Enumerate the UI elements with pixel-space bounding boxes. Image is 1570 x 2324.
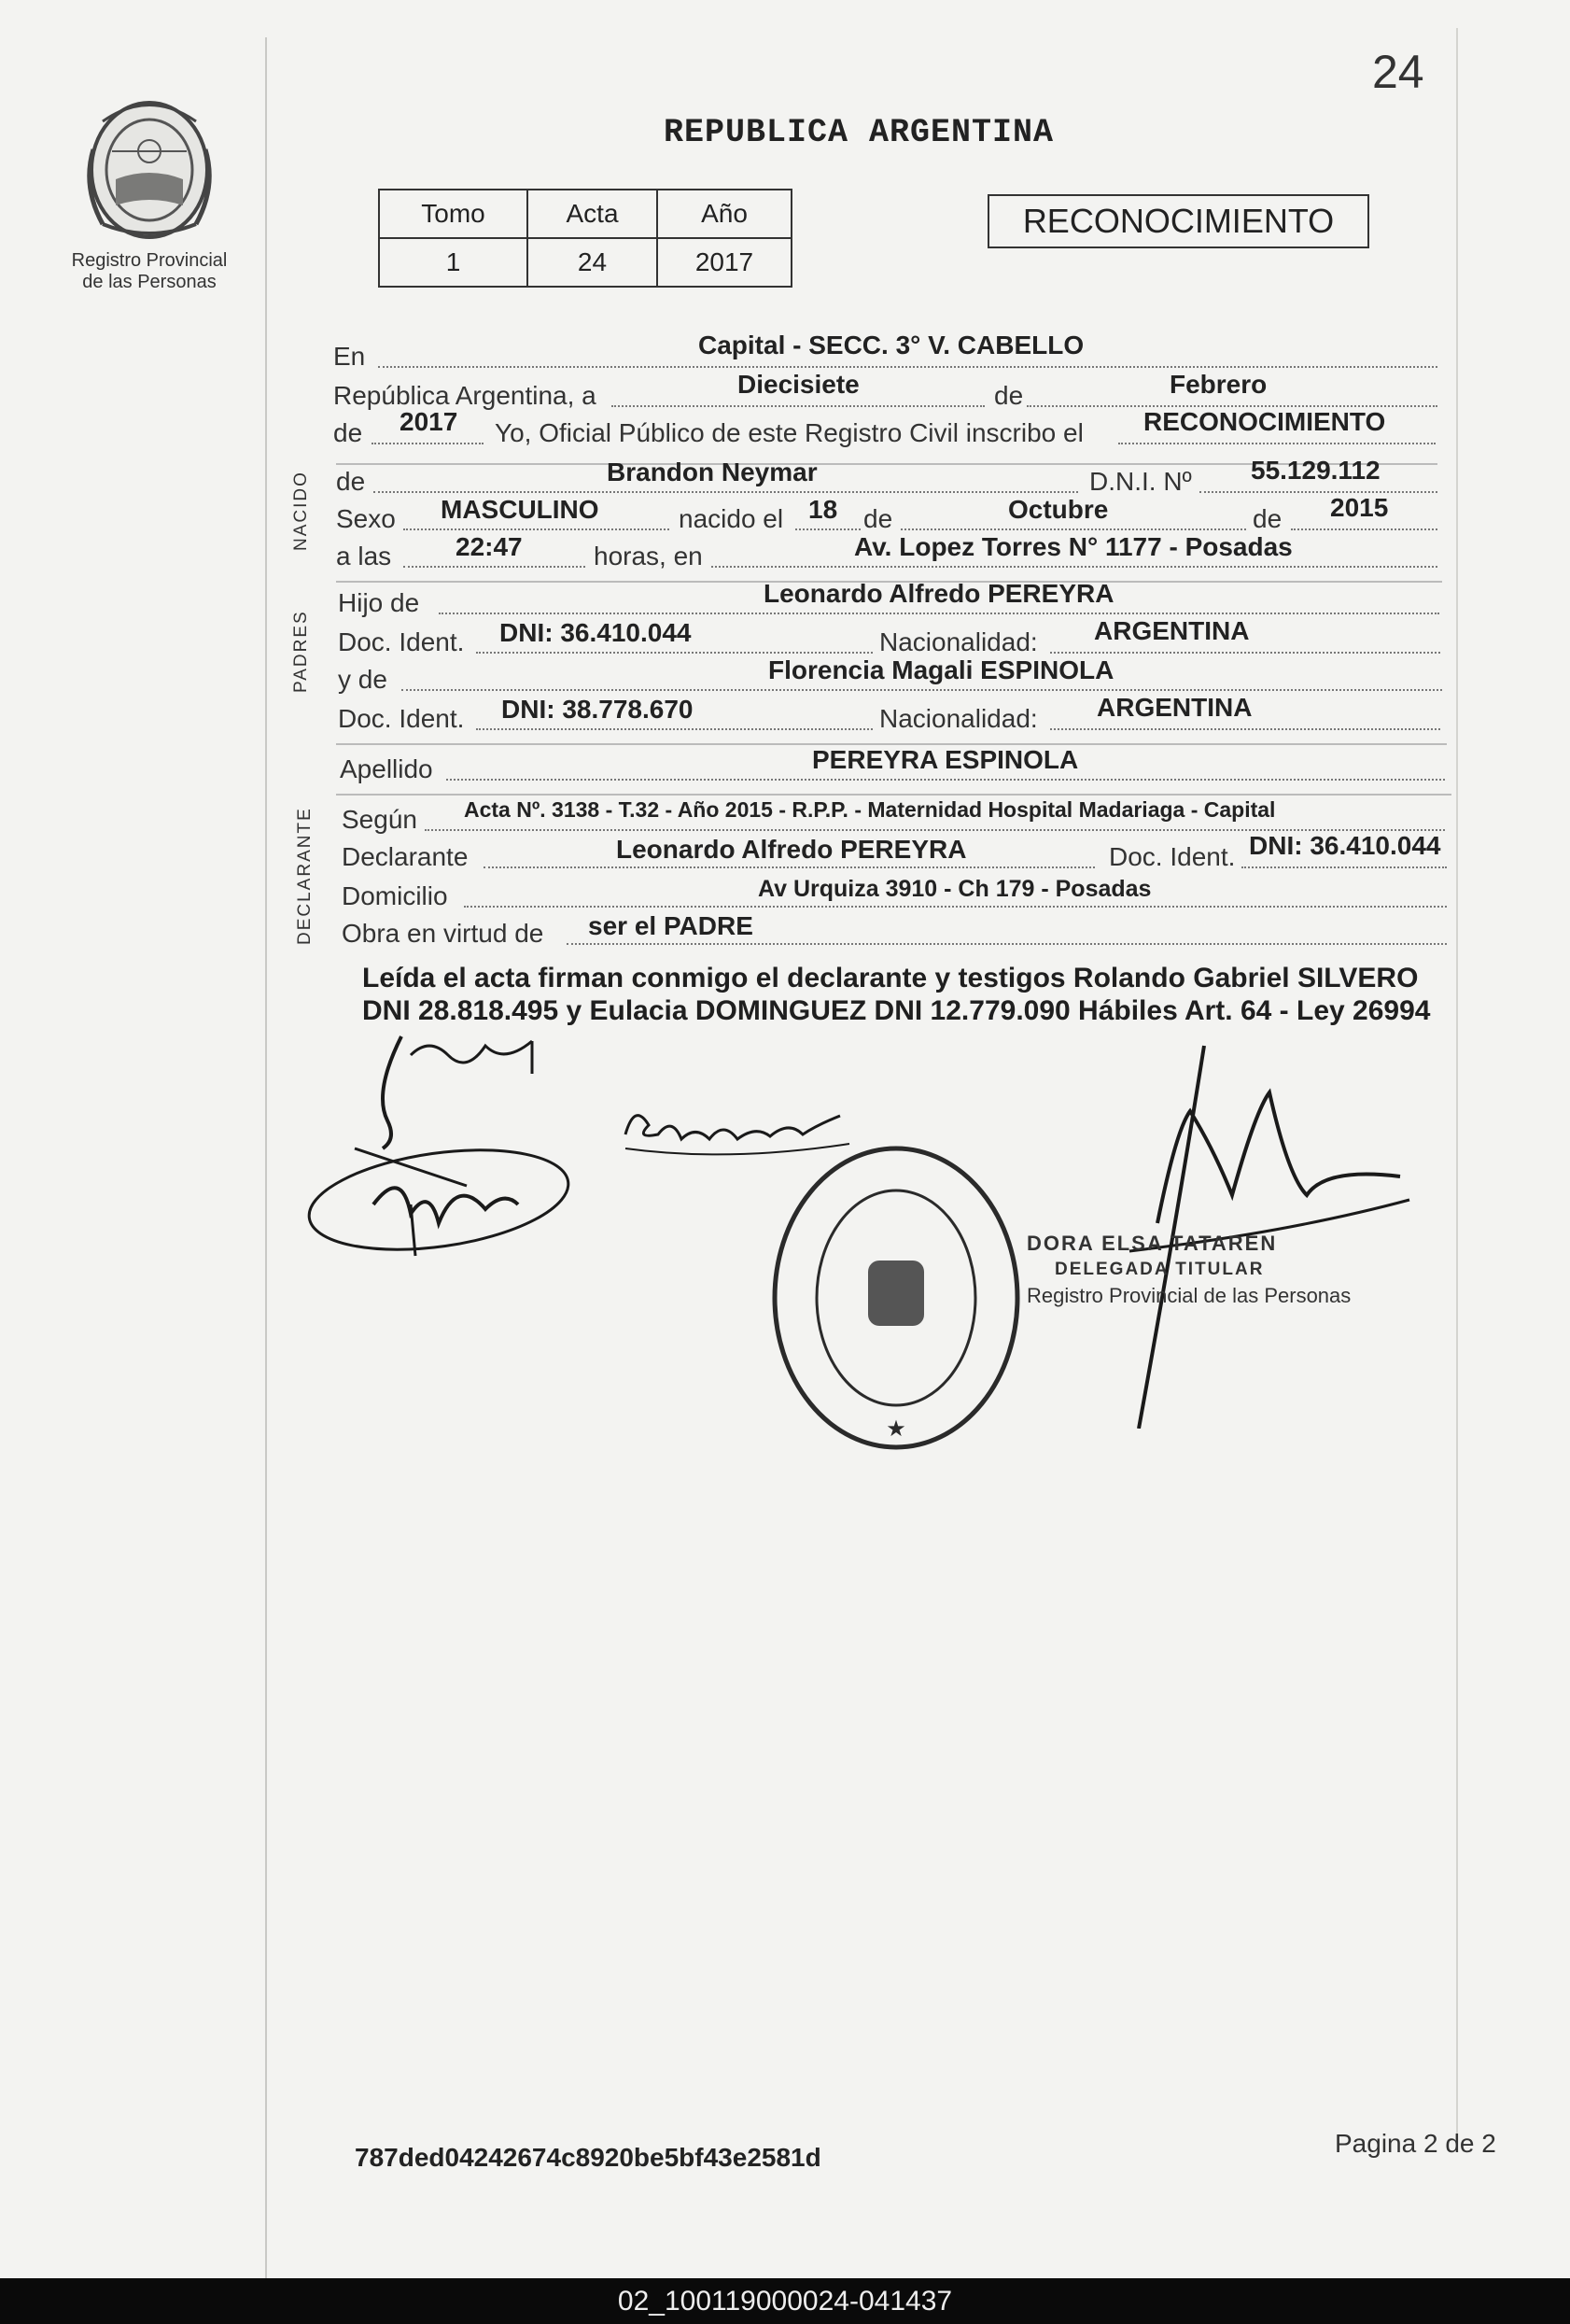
act-type-box: RECONOCIMIENTO xyxy=(988,194,1369,248)
label-doc-ident: Doc. Ident. xyxy=(338,704,465,733)
dotted-line xyxy=(378,366,1437,368)
value-declarante-doc: DNI: 36.410.044 xyxy=(1249,831,1441,860)
section-label-nacido: NACIDO xyxy=(291,471,311,551)
label-apellido: Apellido xyxy=(340,754,433,783)
provincial-coat-of-arms xyxy=(75,93,224,247)
label-a-las: a las xyxy=(336,542,392,570)
dotted-line xyxy=(464,906,1447,908)
label-nacionalidad: Nacionalidad: xyxy=(879,704,1038,733)
dotted-line xyxy=(711,566,1437,568)
value-lugar: Capital - SECC. 3° V. CABELLO xyxy=(698,331,1085,359)
separator xyxy=(336,794,1451,796)
label-segun: Según xyxy=(342,805,417,834)
page-indicator: Pagina 2 de 2 xyxy=(1335,2129,1496,2158)
seal-caption xyxy=(56,250,243,293)
label-de: de xyxy=(336,467,366,496)
dotted-line xyxy=(1291,528,1437,530)
value-dia: Diecisiete xyxy=(737,370,860,399)
dotted-line xyxy=(1118,443,1436,444)
label-domicilio: Domicilio xyxy=(342,881,448,910)
value-tomo: 1 xyxy=(379,238,527,287)
dotted-line xyxy=(1241,866,1447,868)
value-madre: Florencia Magali ESPINOLA xyxy=(768,655,1114,684)
value-dni: 55.129.112 xyxy=(1251,456,1381,485)
dotted-line xyxy=(1050,728,1440,730)
dotted-line xyxy=(373,491,1078,493)
label-y-de: y de xyxy=(338,665,387,694)
label-nacionalidad: Nacionalidad: xyxy=(879,627,1038,656)
value-nac-mes: Octubre xyxy=(1008,495,1109,524)
label-hijo-de: Hijo de xyxy=(338,588,420,617)
declarant-signature xyxy=(299,1018,579,1261)
closing-statement: Leída el acta firman conmigo el declarante y testigos Rolando Gabriel SILVERO DNI 28.818.495 y Eulacia DOMINGUEZ DNI 12.779.090 Hábiles Art. 64 - Ley 26994 xyxy=(362,963,1431,1026)
dotted-line xyxy=(403,566,585,568)
label-de: de xyxy=(333,418,363,447)
dotted-line xyxy=(403,528,669,530)
dotted-line xyxy=(901,528,1246,530)
value-tipo: RECONOCIMIENTO xyxy=(1143,407,1386,436)
label-de: de xyxy=(863,504,893,533)
label-de: de xyxy=(994,381,1024,410)
value-acta: 24 xyxy=(527,238,657,287)
header-tomo: Tomo xyxy=(379,190,527,238)
dotted-line xyxy=(1050,652,1440,654)
value-padre-doc: DNI: 36.410.044 xyxy=(499,618,692,647)
registry-table xyxy=(378,189,792,288)
label-doc-ident: Doc. Ident. xyxy=(338,627,465,656)
label-yo: Yo, Oficial Público de este Registro Civil inscribo el xyxy=(495,418,1084,447)
dotted-line xyxy=(401,689,1442,691)
dotted-line xyxy=(795,528,861,530)
section-label-declarante: DECLARANTE xyxy=(295,807,315,945)
seal-caption-line1: Registro Provincial xyxy=(71,250,228,271)
dotted-line xyxy=(484,866,1095,868)
header-acta: Acta xyxy=(527,190,657,238)
value-madre-doc: DNI: 38.778.670 xyxy=(501,695,694,724)
value-anio: 2017 xyxy=(657,238,792,287)
label-de: de xyxy=(1253,504,1283,533)
footer-id-bar: 02_100119000024-041437 xyxy=(0,2278,1570,2324)
page-title: REPUBLICA ARGENTINA xyxy=(663,114,1055,151)
value-apellido: PEREYRA ESPINOLA xyxy=(812,745,1079,774)
value-lugar-nac: Av. Lopez Torres N° 1177 - Posadas xyxy=(854,532,1293,561)
official-name: DORA ELSA TATAREN xyxy=(1027,1232,1278,1255)
official-role: DELEGADA TITULAR xyxy=(1055,1260,1265,1279)
dotted-line xyxy=(611,405,985,407)
value-anio: 2017 xyxy=(400,407,458,436)
dotted-line xyxy=(439,613,1439,614)
section-label-padres: PADRES xyxy=(291,610,311,693)
official-office: Registro Provincial de las Personas xyxy=(1027,1284,1352,1307)
value-declarante: Leonardo Alfredo PEREYRA xyxy=(616,835,967,864)
value-sexo: MASCULINO xyxy=(441,495,599,524)
right-margin-rule xyxy=(1456,28,1458,2138)
label-en: En xyxy=(333,342,366,371)
value-padre-nac: ARGENTINA xyxy=(1094,616,1250,645)
dotted-line xyxy=(476,652,873,654)
value-nombre: Brandon Neymar xyxy=(607,458,818,486)
dotted-line xyxy=(446,779,1445,781)
value-segun: Acta Nº. 3138 - T.32 - Año 2015 - R.P.P. - Maternidad Hospital Madariaga - Capital xyxy=(464,797,1276,822)
page-number: 24 xyxy=(1372,46,1424,98)
label-declarante: Declarante xyxy=(342,842,469,871)
dotted-line xyxy=(476,728,873,730)
header-anio: Año xyxy=(657,190,792,238)
label-dni: D.N.I. Nº xyxy=(1089,467,1192,496)
value-mes: Febrero xyxy=(1170,370,1268,399)
dotted-line xyxy=(1199,491,1437,493)
value-obra: ser el PADRE xyxy=(588,911,753,940)
label-nacido-el: nacido el xyxy=(679,504,784,533)
value-domicilio: Av Urquiza 3910 - Ch 179 - Posadas xyxy=(758,876,1152,902)
document-hash: 787ded04242674c8920be5bf43e2581d xyxy=(355,2143,821,2172)
dotted-line xyxy=(567,943,1447,945)
value-nac-anio: 2015 xyxy=(1330,493,1389,522)
value-hora: 22:47 xyxy=(456,532,523,561)
official-stamp xyxy=(765,1139,1027,1457)
value-madre-nac: ARGENTINA xyxy=(1097,693,1253,722)
value-padre: Leonardo Alfredo PEREYRA xyxy=(764,579,1114,608)
official-block xyxy=(1027,1231,1351,1309)
left-margin-rule xyxy=(265,37,267,2278)
label-sexo: Sexo xyxy=(336,504,396,533)
label-republica: República Argentina, a xyxy=(333,381,596,410)
svg-text:★: ★ xyxy=(886,1416,906,1442)
dotted-line xyxy=(371,443,484,444)
seal-caption-line2: de las Personas xyxy=(82,272,217,292)
value-nac-dia: 18 xyxy=(808,495,838,524)
label-obra: Obra en virtud de xyxy=(342,919,544,948)
label-doc-ident: Doc. Ident. xyxy=(1109,842,1236,871)
label-horas-en: horas, en xyxy=(594,542,703,570)
